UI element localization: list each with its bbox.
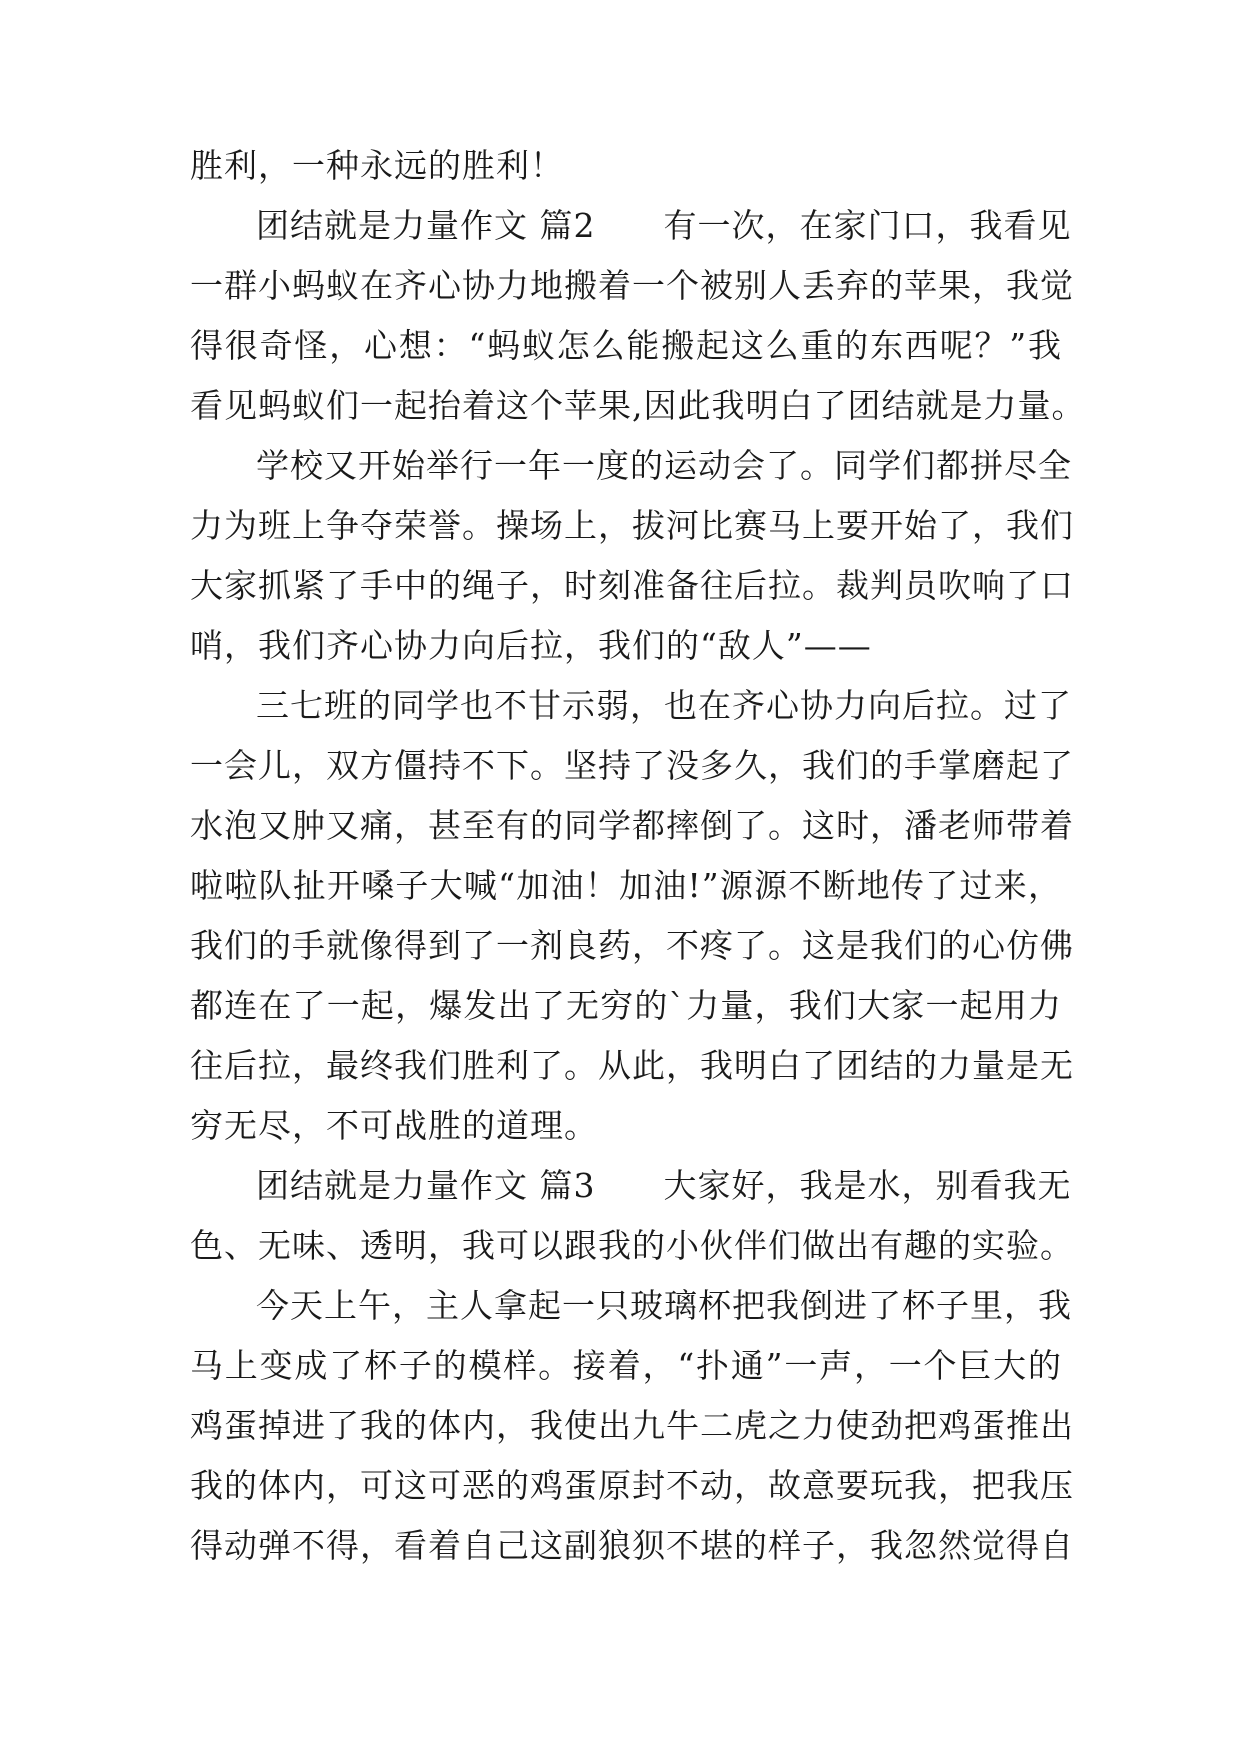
document-body <box>190 136 1086 1576</box>
text-line: 大家抓紧了手中的绳子，时刻准备往后拉。裁判员吹响了口 <box>190 566 1074 605</box>
text-line: 看见蚂蚁们一起抬着这个苹果,因此我明白了团结就是力量。 <box>190 386 1086 425</box>
section-heading-line: 团结就是力量作文 篇2 有一次，在家门口，我看见 <box>256 206 1072 245</box>
text-line: 力为班上争夺荣誉。操场上，拔河比赛马上要开始了，我们 <box>190 506 1074 545</box>
text-line: 色、无味、透明，我可以跟我的小伙伴们做出有趣的实验。 <box>190 1226 1074 1265</box>
paragraph-first-line: 今天上午，主人拿起一只玻璃杯把我倒进了杯子里，我 <box>256 1286 1072 1325</box>
text-line: 马上变成了杯子的模样。接着，“扑通”一声，一个巨大的 <box>190 1346 1062 1385</box>
paragraph-first-line: 学校又开始举行一年一度的运动会了。同学们都拼尽全 <box>256 446 1072 485</box>
text-line: 我的体内，可这可恶的鸡蛋原封不动，故意要玩我，把我压 <box>190 1466 1074 1505</box>
text-line: 一群小蚂蚁在齐心协力地搬着一个被别人丢弃的苹果，我觉 <box>190 266 1074 305</box>
text-line: 得很奇怪，心想：“蚂蚁怎么能搬起这么重的东西呢？”我 <box>190 326 1062 365</box>
text-line: 鸡蛋掉进了我的体内，我使出九牛二虎之力使劲把鸡蛋推出 <box>190 1406 1074 1445</box>
section-heading-line: 团结就是力量作文 篇3 大家好，我是水，别看我无 <box>256 1166 1072 1205</box>
text-line: 胜利，一种永远的胜利！ <box>190 146 564 185</box>
text-line: 啦啦队扯开嗓子大喊“加油！加油!”源源不断地传了过来， <box>190 866 1062 905</box>
paragraph-first-line: 三七班的同学也不甘示弱，也在齐心协力向后拉。过了 <box>256 686 1072 725</box>
text-line: 都连在了一起，爆发出了无穷的`力量，我们大家一起用力 <box>190 986 1062 1025</box>
text-line: 哨，我们齐心协力向后拉，我们的“敌人”—— <box>190 626 872 665</box>
text-line: 穷无尽，不可战胜的道理。 <box>190 1106 598 1145</box>
text-line: 往后拉，最终我们胜利了。从此，我明白了团结的力量是无 <box>190 1046 1074 1085</box>
text-line: 我们的手就像得到了一剂良药，不疼了。这是我们的心仿佛 <box>190 926 1074 965</box>
text-line: 水泡又肿又痛，甚至有的同学都摔倒了。这时，潘老师带着 <box>190 806 1074 845</box>
text-line: 得动弹不得，看着自己这副狼狈不堪的样子，我忽然觉得自 <box>190 1526 1074 1565</box>
text-line: 一会儿，双方僵持不下。坚持了没多久，我们的手掌磨起了 <box>190 746 1074 785</box>
